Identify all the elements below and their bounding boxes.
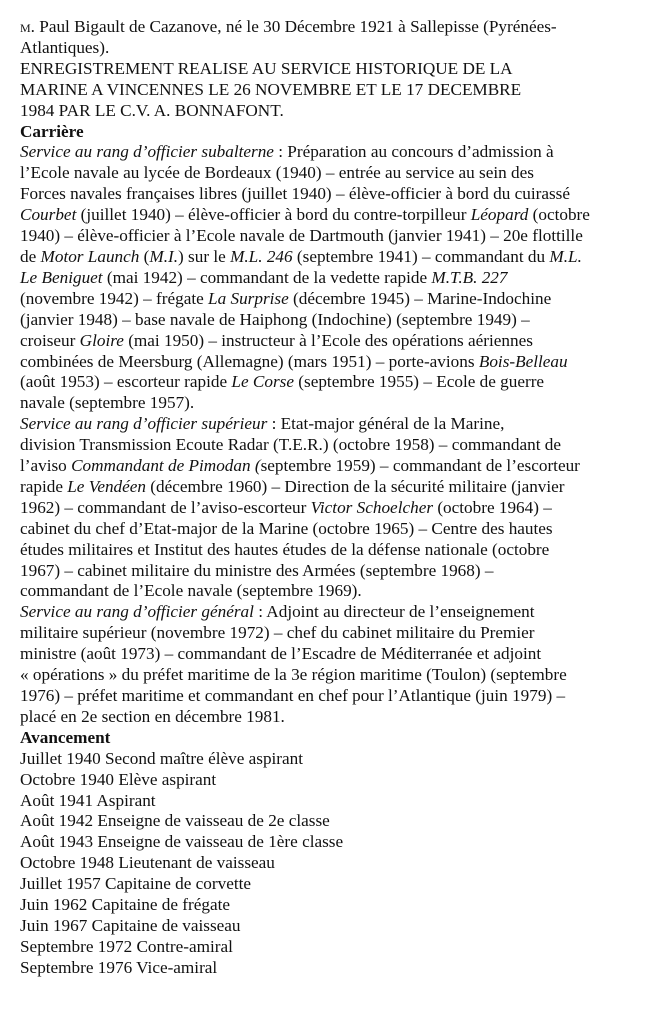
carriere-line xyxy=(20,519,650,540)
italic-name: Bois-Belleau xyxy=(478,351,568,371)
document-page xyxy=(20,17,650,979)
carriere-line xyxy=(20,456,650,477)
italic-name: M.T.B. 227 xyxy=(431,267,508,287)
avancement-item: Septembre 1976 Vice-amiral xyxy=(20,957,218,977)
text-run: septembre 1959) – commandant de l’escorteur xyxy=(260,456,580,476)
text-run: placé en 2e section en décembre 1981. xyxy=(20,706,285,726)
carriere-line xyxy=(20,435,650,456)
text-run: croiseur xyxy=(20,330,80,350)
intro-text: Paul Bigault de Cazanove, né le 30 Décembre 1921 à Sallepisse (Pyrénées- xyxy=(34,17,557,36)
text-run: de xyxy=(20,246,41,266)
text-run: : Préparation au concours d’admission à xyxy=(273,142,554,162)
text-run: 1940) – élève-officier à l’Ecole navale de Dartmouth (janvier 1941) – 20e flottille xyxy=(20,226,583,246)
italic-name: Victor Schoelcher xyxy=(310,497,434,517)
text-run: (janvier 1948) – base navale de Haiphong (Indochine) (septembre 1949) – xyxy=(20,309,530,329)
italic-name: Courbet xyxy=(20,205,77,225)
carriere-line xyxy=(20,477,650,498)
text-run: commandant de l’Ecole navale (septembre 1969). xyxy=(20,581,362,601)
carriere-line xyxy=(20,163,650,184)
text-run: navale (septembre 1957). xyxy=(20,393,195,413)
avancement-item: Juin 1962 Capitaine de frégate xyxy=(20,895,231,915)
avancement-item: Août 1943 Enseigne de vaisseau de 1ère classe xyxy=(20,832,344,852)
carriere-line xyxy=(20,665,650,686)
avancement-list xyxy=(20,749,650,979)
intro-line-2: Atlantiques). xyxy=(20,37,110,57)
intro-block xyxy=(20,17,650,122)
section-heading-carriere: Carrière xyxy=(20,121,84,141)
recording-line-2: MARINE A VINCENNES LE 26 NOVEMBRE ET LE 17 DECEMBRE xyxy=(20,79,522,99)
italic-name: Service au rang d’officier général xyxy=(20,602,254,622)
carriere-line xyxy=(20,561,650,582)
text-run: (octobre xyxy=(528,205,590,225)
italic-name: Gloire xyxy=(79,330,124,350)
carriere-line xyxy=(20,331,650,352)
text-run: Forces navales françaises libres (juillet 1940) – élève-officier à bord du cuirassé xyxy=(20,184,570,204)
carriere-line xyxy=(20,184,650,205)
carriere-line xyxy=(20,644,650,665)
carriere-line xyxy=(20,498,650,519)
carriere-line xyxy=(20,352,650,373)
text-run: « opérations » du préfet maritime de la 3e région maritime (Toulon) (septembre xyxy=(20,665,567,685)
title-prefix: m. xyxy=(20,17,35,36)
text-run: (septembre 1955) – Ecole de guerre xyxy=(293,372,545,392)
italic-name: Léopard xyxy=(470,205,529,225)
text-run: (septembre 1941) – commandant du xyxy=(292,246,550,266)
avancement-item: Juillet 1957 Capitaine de corvette xyxy=(20,874,252,894)
intro-line-1 xyxy=(20,17,650,38)
text-run: (octobre 1964) – xyxy=(433,497,552,517)
avancement-item: Août 1941 Aspirant xyxy=(20,790,156,810)
carriere-line xyxy=(20,686,650,707)
text-run: rapide xyxy=(20,476,68,496)
avancement-item: Septembre 1972 Contre-amiral xyxy=(20,936,233,956)
recording-line-3: 1984 PAR LE C.V. A. BONNAFONT. xyxy=(20,100,284,120)
carriere-line xyxy=(20,707,650,728)
carriere-line xyxy=(20,247,650,268)
text-run: (août 1953) – escorteur rapide xyxy=(20,372,232,392)
carriere-line xyxy=(20,581,650,602)
section-heading-avancement: Avancement xyxy=(20,727,111,747)
avancement-item: Août 1942 Enseigne de vaisseau de 2e classe xyxy=(20,811,330,831)
italic-name: M.I. xyxy=(149,246,179,266)
text-run: division Transmission Ecoute Radar (T.E.R.) (octobre 1958) – commandant de xyxy=(20,435,561,455)
carriere-line xyxy=(20,623,650,644)
text-run: l’aviso xyxy=(20,456,72,476)
avancement-item: Juillet 1940 Second maître élève aspirant xyxy=(20,748,304,768)
carriere-line xyxy=(20,540,650,561)
carriere-line xyxy=(20,414,650,435)
text-run: (novembre 1942) – frégate xyxy=(20,288,209,308)
avancement-item: Octobre 1940 Elève aspirant xyxy=(20,769,217,789)
italic-name: Motor Launch xyxy=(40,246,140,266)
text-run: ) sur le xyxy=(178,246,231,266)
text-run: 1967) – cabinet militaire du ministre des Armées (septembre 1968) – xyxy=(20,560,494,580)
text-run: (juillet 1940) – élève-officier à bord du contre-torpilleur xyxy=(76,205,471,225)
recording-line-1: ENREGISTREMENT REALISE AU SERVICE HISTORIQUE DE LA xyxy=(20,58,513,78)
text-run: ministre (août 1973) – commandant de l’Escadre de Méditerranée et adjoint xyxy=(20,644,542,664)
italic-name: Le Vendéen xyxy=(67,476,146,496)
carriere-line xyxy=(20,142,650,163)
carriere-line xyxy=(20,268,650,289)
text-run: (mai 1950) – instructeur à l’Ecole des opérations aériennes xyxy=(123,330,533,350)
text-run: études militaires et Institut des hautes études de la défense nationale (octobre xyxy=(20,539,550,559)
italic-name: M.L. 246 xyxy=(230,246,293,266)
text-run: cabinet du chef d’Etat-major de la Marine (octobre 1965) – Centre des hautes xyxy=(20,518,553,538)
italic-name: Service au rang d’officier subalterne xyxy=(20,142,274,162)
carriere-line xyxy=(20,289,650,310)
text-run: ( xyxy=(139,246,150,266)
italic-name: Service au rang d’officier supérieur xyxy=(20,414,268,434)
carriere-line xyxy=(20,205,650,226)
italic-name: M.L. xyxy=(549,246,582,266)
text-run: l’Ecole navale au lycée de Bordeaux (1940) – entrée au service au sein des xyxy=(20,163,534,183)
text-run: (décembre 1945) – Marine-Indochine xyxy=(288,288,552,308)
avancement-item: Juin 1967 Capitaine de vaisseau xyxy=(20,915,241,935)
italic-name: Commandant de Pimodan ( xyxy=(71,456,261,476)
text-run: 1962) – commandant de l’aviso-escorteur xyxy=(20,497,311,517)
carriere-body xyxy=(20,142,650,727)
text-run: : Etat-major général de la Marine, xyxy=(267,414,505,434)
text-run: (mai 1942) – commandant de la vedette rapide xyxy=(102,267,432,287)
text-run: : Adjoint au directeur de l’enseignement xyxy=(253,602,535,622)
italic-name: Le Beniguet xyxy=(20,267,103,287)
avancement-item: Octobre 1948 Lieutenant de vaisseau xyxy=(20,853,275,873)
carriere-line xyxy=(20,226,650,247)
carriere-line xyxy=(20,602,650,623)
text-run: (décembre 1960) – Direction de la sécurité militaire (janvier xyxy=(146,476,565,496)
italic-name: La Surprise xyxy=(208,288,289,308)
italic-name: Le Corse xyxy=(231,372,294,392)
carriere-line xyxy=(20,393,650,414)
text-run: 1976) – préfet maritime et commandant en chef pour l’Atlantique (juin 1979) – xyxy=(20,686,566,705)
text-run: militaire supérieur (novembre 1972) – chef du cabinet militaire du Premier xyxy=(20,623,535,643)
carriere-line xyxy=(20,310,650,331)
carriere-line xyxy=(20,372,650,393)
text-run: combinées de Meersburg (Allemagne) (mars 1951) – porte-avions xyxy=(20,351,479,371)
